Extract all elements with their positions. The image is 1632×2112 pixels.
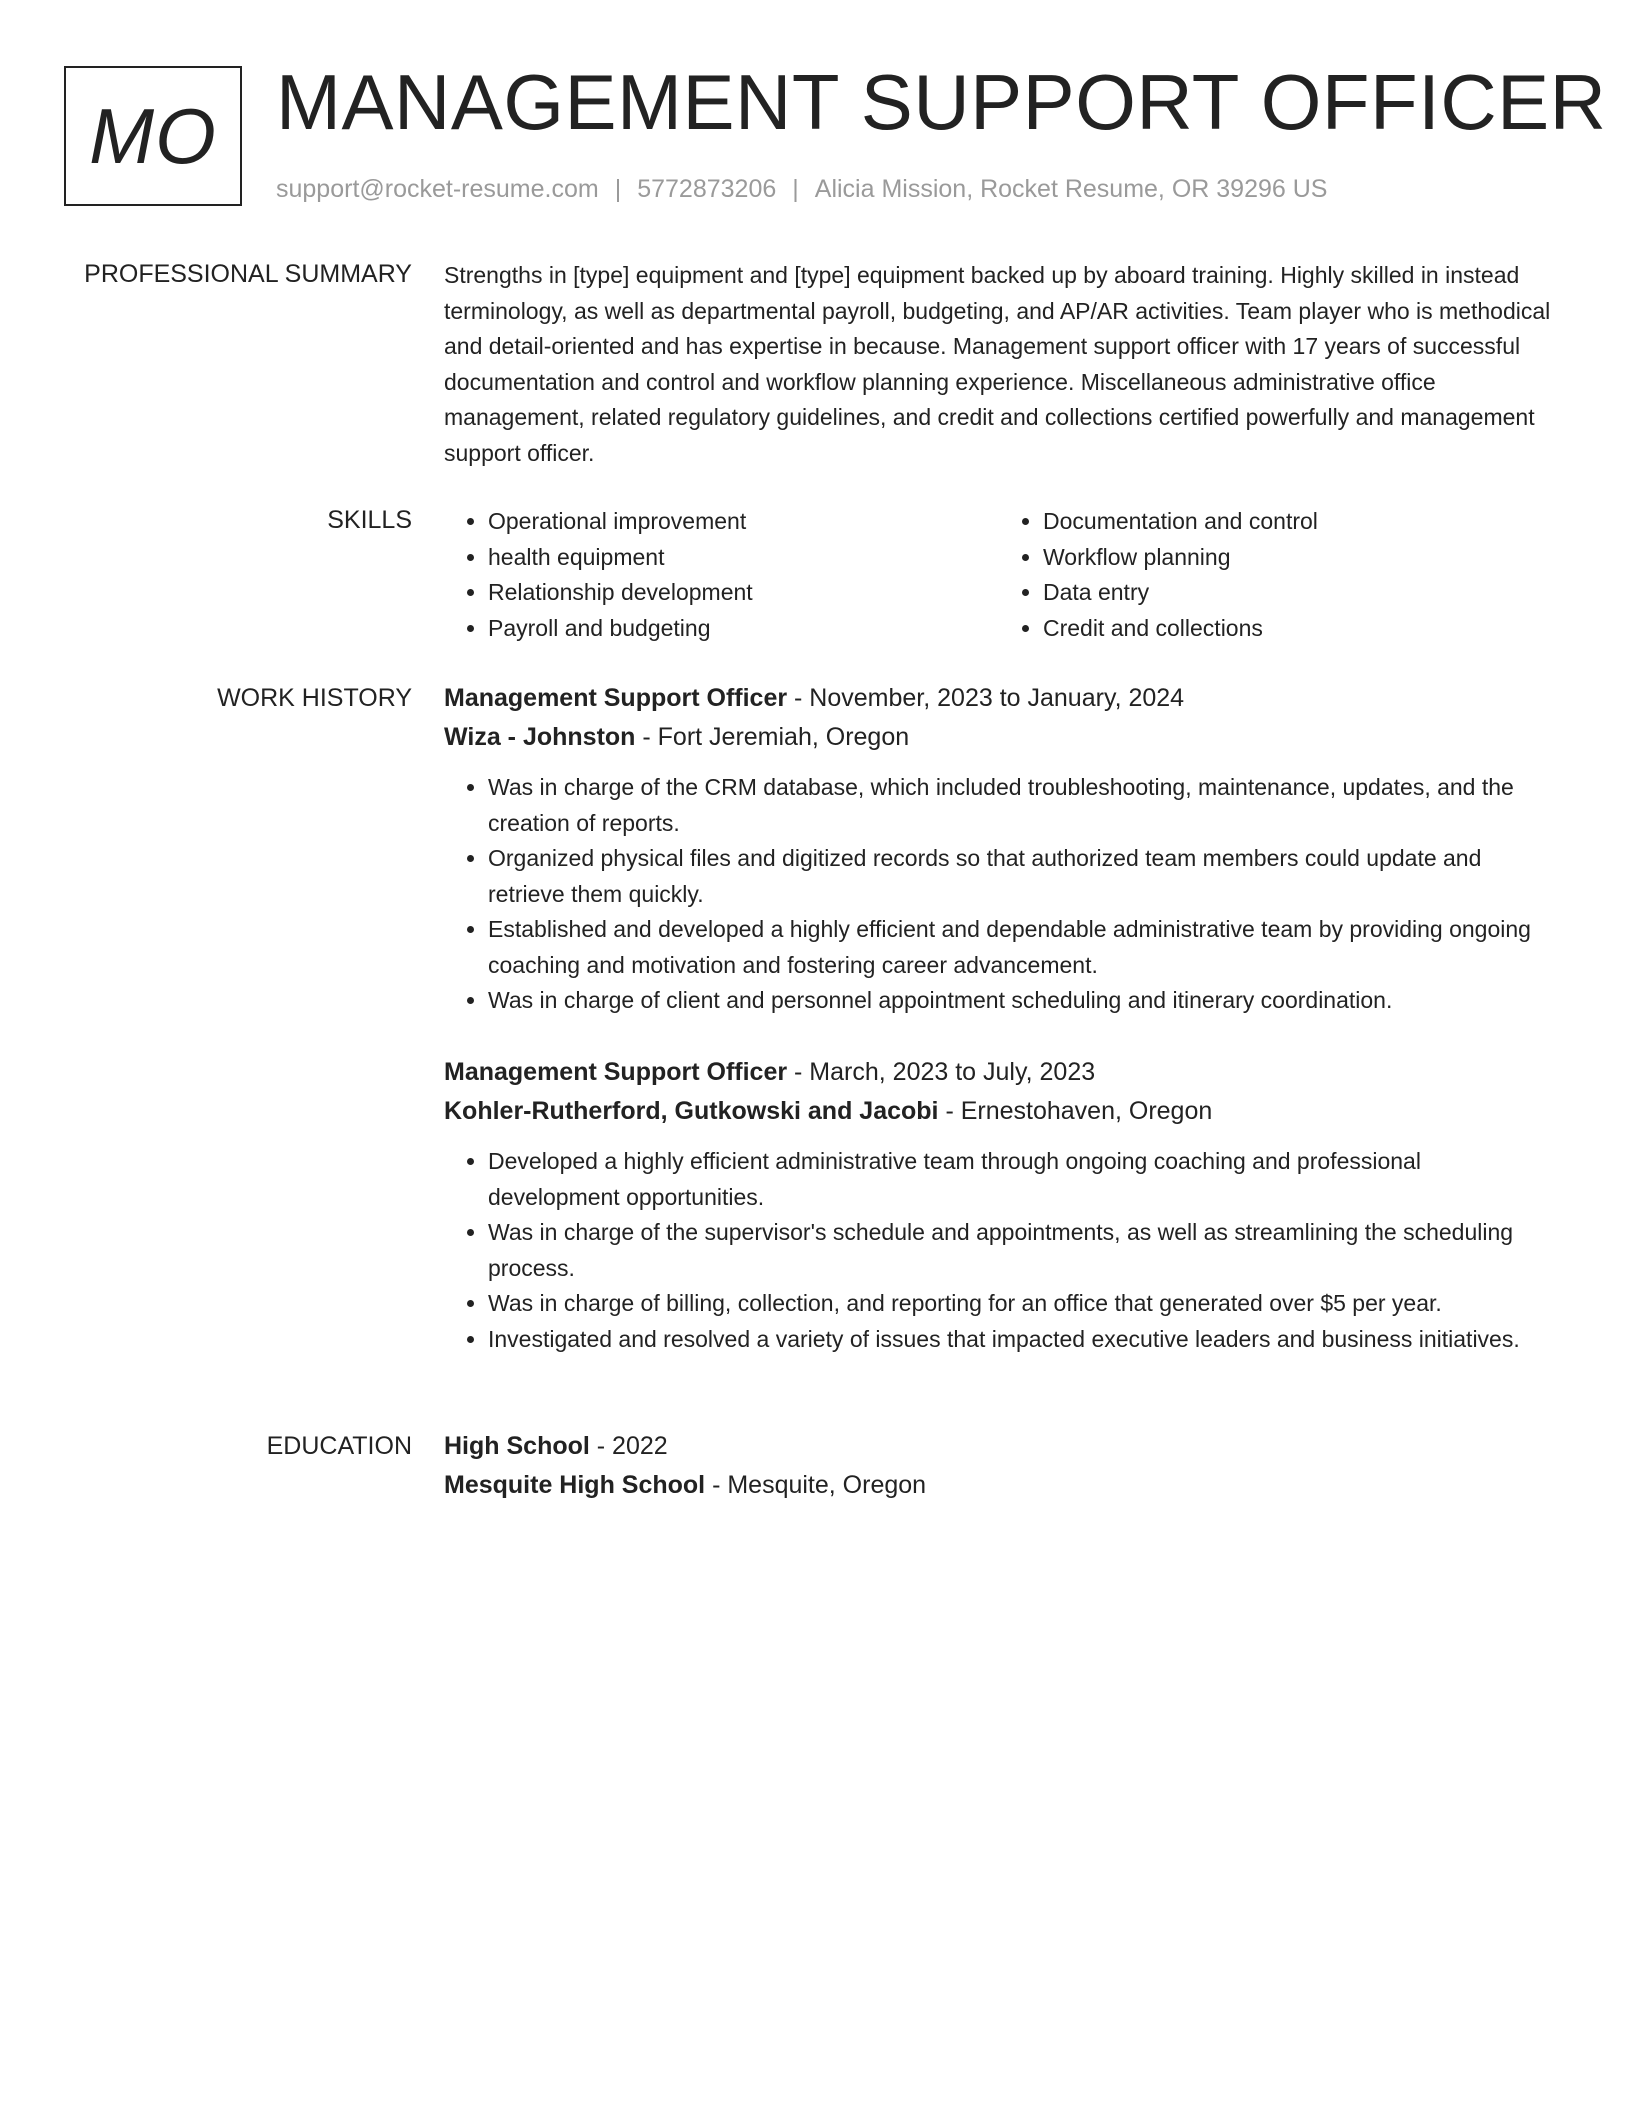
skill-item: • Documentation and control — [1043, 504, 1554, 540]
job-heading — [444, 1053, 1554, 1091]
job-duties-list — [444, 770, 1554, 1019]
initials-text: MO — [89, 91, 217, 180]
skill-item: • Data entry — [1043, 575, 1554, 611]
education-school-line — [444, 1466, 1554, 1504]
skill-item: • Workflow planning — [1043, 540, 1554, 576]
job-role: Management Support Officer — [444, 684, 788, 712]
job-duty: • Established and developed a highly efficient and dependable administrative team by providing ongoing coaching and motivation and fostering career advancement. — [488, 912, 1554, 983]
skills-list-left — [444, 504, 999, 646]
job-heading — [444, 679, 1554, 717]
skill-item: • Relationship development — [488, 575, 999, 611]
skills-body — [444, 504, 1554, 646]
contact-phone[interactable]: 5772873206 — [637, 175, 777, 203]
job-location: - Fort Jeremiah, Oregon — [635, 723, 910, 751]
contact-separator: | — [614, 175, 622, 203]
section-title-summary: PROFESSIONAL SUMMARY — [84, 260, 412, 288]
contact-email[interactable]: support@rocket-resume.com — [276, 175, 599, 203]
initials-monogram — [64, 66, 242, 206]
section-title-work-history: WORK HISTORY — [217, 684, 412, 712]
skill-item: • Credit and collections — [1043, 611, 1554, 647]
contact-address: Alicia Mission, Rocket Resume, OR 39296 US — [814, 175, 1328, 203]
summary-text: Strengths in [type] equipment and [type] equipment backed up by aboard training. Highly skilled in instead terminology, as well as departmental payroll, budgeting, and AP/AR activities. Team player who is methodical and detail-oriented and has expertise in because. Management support officer with 17 years of successful documentation and control and workflow planning experience. Miscellaneous administrative office management, related regulatory guidelines, and credit and collections certified powerfully and management support officer. — [444, 262, 1551, 466]
education-school: Mesquite High School — [444, 1471, 706, 1499]
job-dates: - March, 2023 to July, 2023 — [787, 1058, 1096, 1086]
job-dates: - November, 2023 to January, 2024 — [787, 684, 1185, 712]
resume-title: MANAGEMENT SUPPORT OFFICER — [276, 58, 1607, 146]
education-degree: High School — [444, 1432, 590, 1460]
job-company-line — [444, 1092, 1554, 1130]
education-entry — [444, 1427, 1554, 1504]
job-role: Management Support Officer — [444, 1058, 788, 1086]
job-location: - Ernestohaven, Oregon — [938, 1097, 1213, 1125]
job-company: Kohler-Rutherford, Gutkowski and Jacobi — [444, 1097, 939, 1125]
job-duty: • Investigated and resolved a variety of issues that impacted executive leaders and business initiatives. — [488, 1322, 1554, 1358]
skill-item: • Operational improvement — [488, 504, 999, 540]
skills-list-right — [999, 504, 1554, 646]
contact-separator: | — [792, 175, 799, 203]
education-location: - Mesquite, Oregon — [705, 1471, 927, 1499]
job-duty: • Was in charge of the supervisor's schedule and appointments, as well as streamlining the scheduling process. — [488, 1215, 1554, 1286]
job-duties-list — [444, 1144, 1554, 1357]
job-duty: • Organized physical files and digitized records so that authorized team members could update and retrieve them quickly. — [488, 841, 1554, 912]
section-title-education: EDUCATION — [266, 1432, 412, 1460]
skill-item: • health equipment — [488, 540, 999, 576]
job-company-line — [444, 718, 1554, 756]
job-duty: • Was in charge of billing, collection, and reporting for an office that generated over $5 per year. — [488, 1286, 1554, 1322]
education-degree-line — [444, 1427, 1554, 1465]
section-title-skills: SKILLS — [327, 506, 412, 534]
education-year: - 2022 — [589, 1432, 668, 1460]
job-entry — [444, 679, 1554, 1019]
job-duty: • Was in charge of the CRM database, which included troubleshooting, maintenance, updates, and the creation of reports. — [488, 770, 1554, 841]
job-company: Wiza - Johnston — [444, 723, 636, 751]
job-duty: • Developed a highly efficient administrative team through ongoing coaching and professional development opportunities. — [488, 1144, 1554, 1215]
summary-body — [444, 258, 1554, 471]
job-duty: • Was in charge of client and personnel appointment scheduling and itinerary coordination. — [488, 983, 1554, 1019]
job-entry — [444, 1053, 1554, 1357]
contact-line — [276, 172, 1327, 206]
skill-item: • Payroll and budgeting — [488, 611, 999, 647]
